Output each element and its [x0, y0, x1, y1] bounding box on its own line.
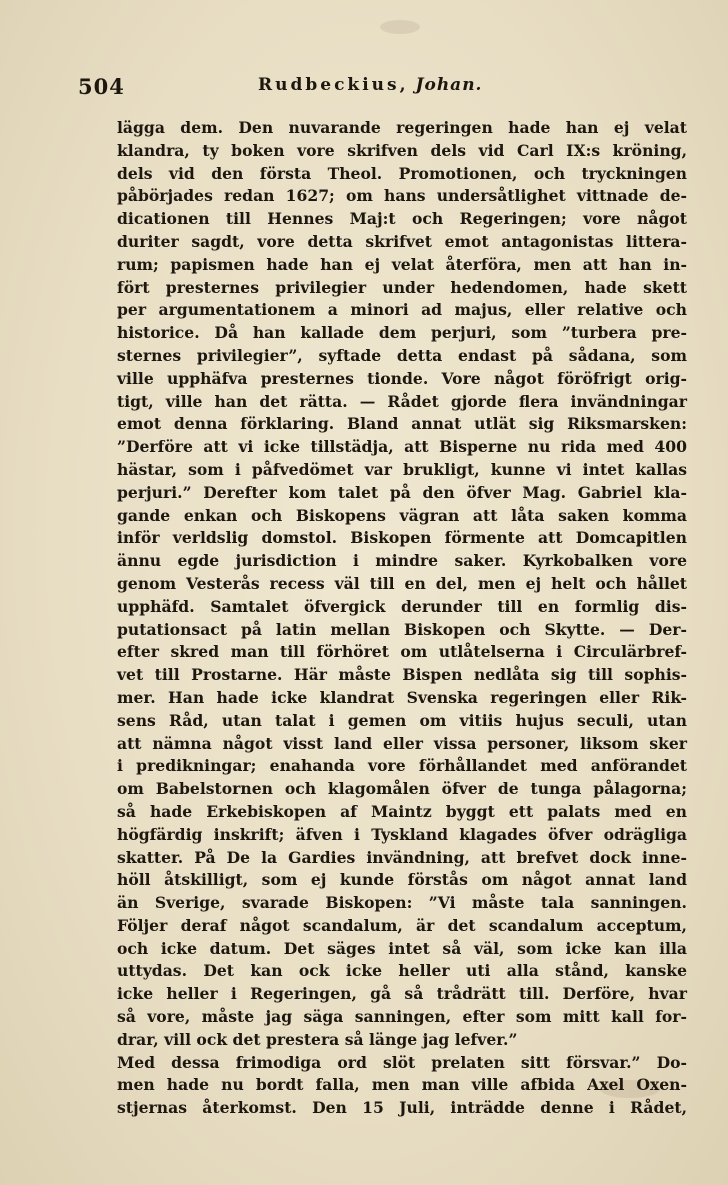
text-line: upphäfd. Samtalet öfvergick derunder till en formlig dis- [117, 596, 687, 616]
text-line: så hade Erkebiskopen af Maintz byggt ett palats med en [117, 801, 687, 821]
page-number: 504 [78, 74, 125, 99]
text-line: men hade nu bordt falla, men man ville afbida Axel Oxen- [117, 1075, 687, 1095]
text-line: duriter sagdt, vore detta skrifvet emot antagonistas littera- [117, 231, 687, 251]
text-line: per argumentationem a minori ad majus, eller relative och [117, 300, 687, 320]
text-line: stjernas återkomst. Den 15 Juli, inträdde denne i Rådet, [117, 1098, 687, 1118]
text-line: höll åtskilligt, som ej kunde förstås om något annat land [117, 870, 687, 890]
text-line: mer. Han hade icke klandrat Svenska regeringen eller Rik- [117, 687, 687, 707]
text-line: perjuri.” Derefter kom talet på den öfver Mag. Gabriel kla- [117, 482, 687, 502]
text-line: efter skred man till förhöret om utlåtelserna i Circulärbref- [117, 642, 687, 662]
running-head [258, 75, 482, 95]
text-line: dels vid den första Theol. Promotionen, och tryckningen [117, 163, 687, 183]
text-line: högfärdig inskrift; äfven i Tyskland klagades öfver odrägliga [117, 824, 687, 844]
text-line: tigt, ville han det rätta. — Rådet gjorde flera invändningar [117, 391, 687, 411]
text-line: putationsact på latin mellan Biskopen och Skytte. — Der- [117, 619, 687, 639]
text-line: om Babelstornen och klagomålen öfver de tunga pålagorna; [117, 779, 687, 799]
text-line: lägga dem. Den nuvarande regeringen hade han ej velat [117, 118, 687, 137]
text-line: ville upphäfva presternes tionde. Vore något föröfrigt orig- [117, 368, 687, 388]
text-line: klandra, ty boken vore skrifven dels vid Carl IX:s kröning, [117, 140, 687, 160]
text-line: vet till Prostarne. Här måste Bispen nedlåta sig till sophis- [117, 665, 687, 685]
text-line: att nämna något visst land eller vissa personer, liksom sker [117, 733, 687, 753]
text-line: så vore, måste jag säga sanningen, efter som mitt kall for- [117, 1007, 687, 1027]
text-line: gande enkan och Biskopens vägran att låta saken komma [117, 505, 687, 525]
text-line: sternes privilegier”, syftade detta endast på sådana, som [117, 345, 687, 365]
text-line: ännu egde jurisdiction i mindre saker. Kyrkobalken vore [117, 551, 687, 571]
text-line: dicationen till Hennes Maj:t och Regeringen; vore något [117, 209, 687, 229]
text-line: ”Derföre att vi icke tillstädja, att Bisperne nu rida med 400 [117, 437, 687, 457]
body-text [117, 117, 687, 1120]
text-line: genom Vesterås recess väl till en del, men ej helt och hållet [117, 573, 687, 593]
running-head-surname: Rudbeckius, [258, 75, 409, 95]
text-line: hästar, som i påfvedömet var brukligt, kunne vi intet kallas [117, 459, 687, 479]
text-line: inför verldslig domstol. Biskopen förmente att Domcapitlen [117, 528, 687, 548]
text-line: drar, vill ock det prestera så länge jag lefver.” [117, 1029, 518, 1049]
text-line: Följer deraf något scandalum, är det scandalum acceptum, [117, 915, 687, 935]
text-line: och icke datum. Det säges intet så väl, som icke kan illa [117, 938, 687, 958]
text-line: i predikningar; enahanda vore förhållandet med anförandet [117, 756, 687, 776]
page-header [0, 74, 728, 104]
text-line: icke heller i Regeringen, gå så trådrätt till. Derföre, hvar [117, 984, 687, 1004]
text-line: sens Råd, utan talat i gemen om vitiis hujus seculi, utan [117, 710, 687, 730]
text-line: skatter. På De la Gardies invändning, att brefvet dock inne- [117, 847, 687, 867]
paper-stain [380, 20, 420, 34]
text-line: än Sverige, svarade Biskopen: ”Vi måste tala sanningen. [117, 893, 687, 913]
text-line: Med dessa frimodiga ord slöt prelaten sitt försvar.” Do- [117, 1052, 687, 1072]
text-line: rum; papismen hade han ej velat återföra, men att han in- [117, 254, 687, 274]
text-line: historice. Då han kallade dem perjuri, som ”turbera pre- [117, 323, 687, 343]
text-line: uttydas. Det kan ock icke heller uti alla stånd, kanske [117, 961, 687, 981]
running-head-given: Johan. [415, 75, 483, 95]
text-line: påbörjades redan 1627; om hans undersåtlighet vittnade de- [117, 186, 687, 206]
text-line: fört presternes privilegier under hedendomen, hade skett [117, 277, 687, 297]
text-line: emot denna förklaring. Bland annat utlät sig Riksmarsken: [117, 414, 687, 434]
